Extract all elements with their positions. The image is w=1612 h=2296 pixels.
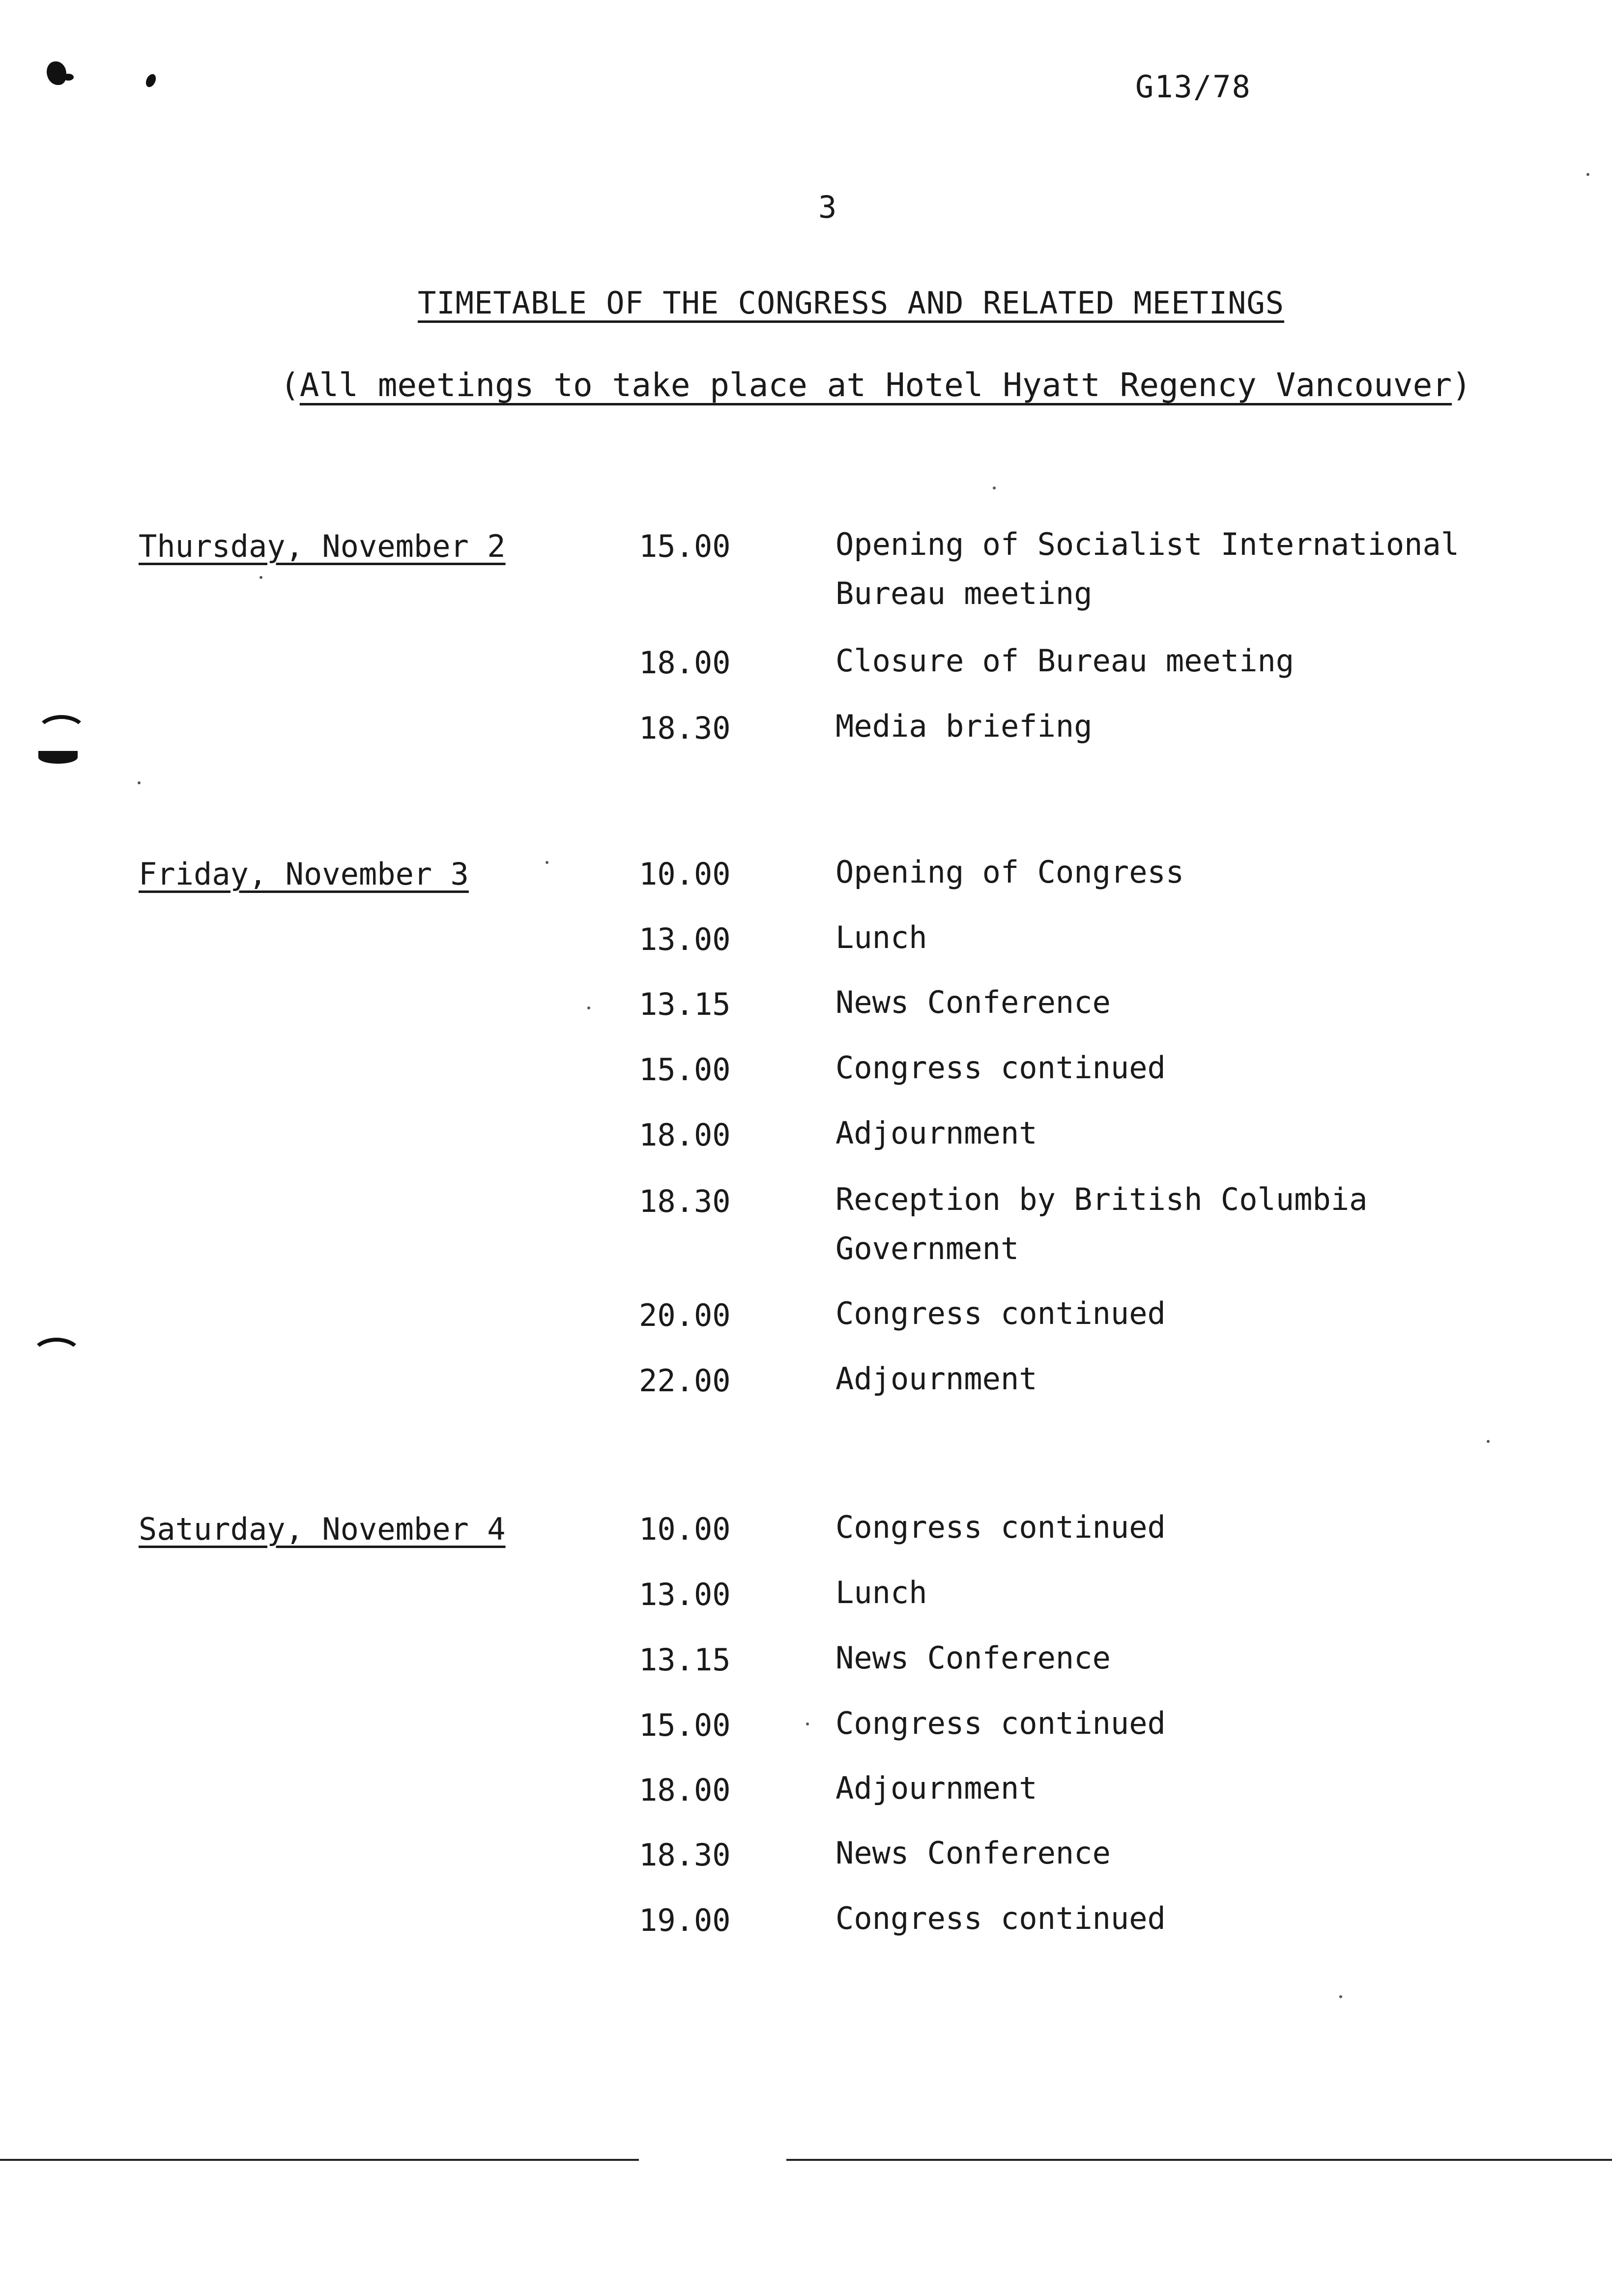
schedule-time: 15.00 xyxy=(639,1707,731,1743)
schedule-event: News Conference xyxy=(835,1835,1111,1871)
scan-speck xyxy=(1339,1995,1342,1998)
schedule-event-line: Reception by British Columbia xyxy=(835,1181,1368,1217)
footer-rule-left xyxy=(0,2159,639,2161)
schedule-time: 13.00 xyxy=(639,1577,731,1612)
scan-blot xyxy=(63,74,74,81)
scan-speck xyxy=(587,1006,590,1009)
schedule-time: 18.30 xyxy=(639,1183,731,1219)
schedule-event-line: Government xyxy=(835,1231,1019,1266)
schedule-time: 13.15 xyxy=(639,1642,731,1678)
schedule-event: Adjournment xyxy=(835,1115,1037,1151)
schedule-event xyxy=(835,1175,1368,1273)
scan-speck xyxy=(138,781,141,784)
schedule-event: Adjournment xyxy=(835,1770,1037,1806)
schedule-time: 18.30 xyxy=(639,1837,731,1873)
day-heading: Friday, November 3 xyxy=(139,856,469,892)
schedule-event: Adjournment xyxy=(835,1361,1037,1397)
schedule-event: Closure of Bureau meeting xyxy=(835,643,1295,679)
scan-speck xyxy=(546,861,548,864)
schedule-event: Congress continued xyxy=(835,1900,1166,1936)
schedule-time: 18.00 xyxy=(639,1117,731,1153)
schedule-event: News Conference xyxy=(835,1640,1111,1676)
scan-blot xyxy=(47,61,66,85)
footer-rule-right xyxy=(786,2159,1612,2161)
schedule-event: News Conference xyxy=(835,984,1111,1020)
schedule-event-line: Bureau meeting xyxy=(835,575,1093,611)
schedule-time: 19.00 xyxy=(639,1902,731,1938)
schedule-event xyxy=(835,520,1459,618)
schedule-event: Congress continued xyxy=(835,1050,1166,1086)
schedule-time: 15.00 xyxy=(639,1052,731,1088)
schedule-event: Lunch xyxy=(835,1575,927,1610)
schedule-event: Congress continued xyxy=(835,1295,1166,1331)
document-subtitle xyxy=(280,366,1471,404)
subtitle-open-paren: ( xyxy=(280,366,300,404)
scan-speck xyxy=(806,1722,809,1725)
schedule-time: 13.00 xyxy=(639,921,731,957)
schedule-time: 22.00 xyxy=(639,1363,731,1399)
schedule-event: Opening of Congress xyxy=(835,854,1184,890)
punch-hole-mark xyxy=(35,715,87,752)
page-number: 3 xyxy=(818,189,837,225)
punch-hole-mark xyxy=(30,1338,83,1375)
scan-speck xyxy=(259,576,262,579)
schedule-time: 18.00 xyxy=(639,645,731,681)
schedule-event: Congress continued xyxy=(835,1705,1166,1741)
schedule-event: Congress continued xyxy=(835,1509,1166,1545)
day-heading: Saturday, November 4 xyxy=(139,1511,506,1547)
day-heading: Thursday, November 2 xyxy=(139,528,506,564)
scan-speck xyxy=(993,487,996,489)
schedule-event: Lunch xyxy=(835,919,927,955)
schedule-time: 18.30 xyxy=(639,710,731,746)
schedule-time: 15.00 xyxy=(639,528,731,564)
document-title: TIMETABLE OF THE CONGRESS AND RELATED MEETINGS xyxy=(418,285,1285,321)
schedule-time: 13.15 xyxy=(639,986,731,1022)
schedule-time: 10.00 xyxy=(639,856,731,892)
subtitle-close-paren: ) xyxy=(1452,366,1471,404)
schedule-time: 10.00 xyxy=(639,1511,731,1547)
document-reference: G13/78 xyxy=(1135,69,1251,105)
punch-hole-mark xyxy=(38,751,78,764)
schedule-event: Media briefing xyxy=(835,708,1093,744)
scan-blot xyxy=(144,73,158,89)
subtitle-text: All meetings to take place at Hotel Hyatt Regency Vancouver xyxy=(299,366,1452,404)
schedule-event-line: Opening of Socialist International xyxy=(835,526,1460,562)
schedule-time: 20.00 xyxy=(639,1297,731,1333)
scan-speck xyxy=(1586,173,1589,176)
scan-speck xyxy=(1487,1440,1490,1443)
schedule-time: 18.00 xyxy=(639,1772,731,1808)
